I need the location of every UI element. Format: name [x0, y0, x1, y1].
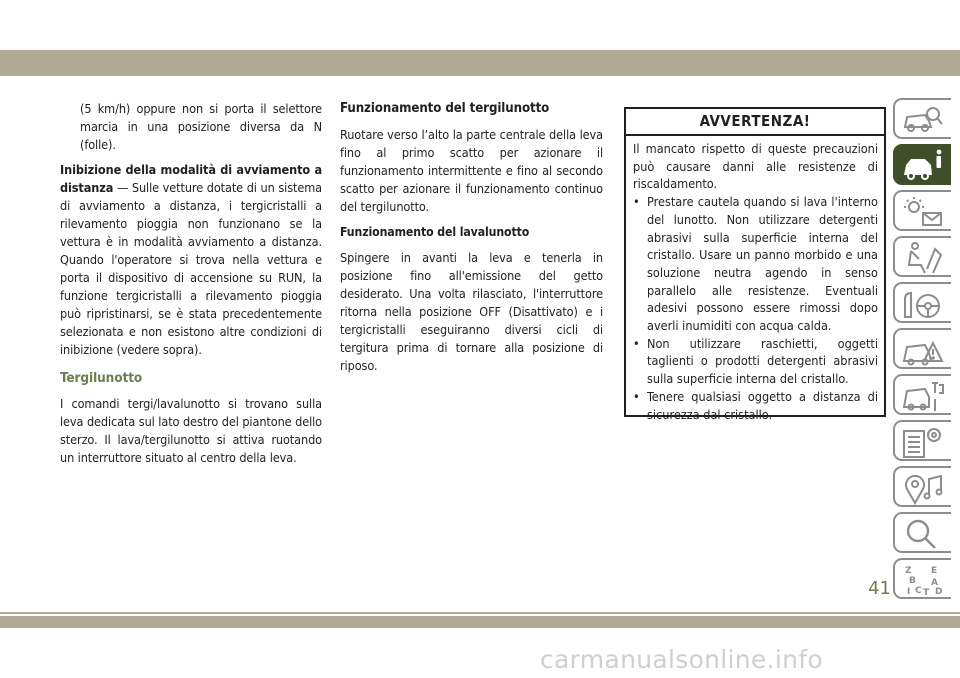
warning-intro: Il mancato rispetto di queste precauzioni può causare danni alle resistenze di riscaldamento.: [633, 141, 878, 192]
tab-car-info[interactable]: [893, 144, 951, 185]
index-search-icon: [901, 517, 945, 551]
heading-funzionamento-tergilunotto: Funzionamento del tergilunotto: [340, 101, 550, 116]
warning-bullet: • Non utilizzare raschietti, oggetti taglienti o prodotti detergenti abrasivi sulla superficie interna del cristallo.: [633, 335, 878, 388]
navigation-music-icon: [901, 471, 945, 505]
svg-text:E: E: [931, 566, 938, 576]
svg-text:I: I: [907, 587, 911, 597]
seat-airbag-icon: [901, 241, 945, 275]
warning-lights-message-icon: [901, 195, 945, 229]
svg-text:A: A: [931, 578, 938, 588]
bottom-band: [0, 616, 960, 628]
middle-column: [340, 100, 603, 382]
section-heading-tergilunotto: Tergilunotto: [60, 370, 143, 386]
tab-car-search[interactable]: [893, 98, 951, 139]
bottom-line: [0, 612, 960, 614]
svg-text:Z: Z: [905, 566, 912, 576]
tab-language[interactable]: [893, 558, 951, 599]
watermark: carmanualsonline.info: [540, 645, 823, 674]
svg-text:C: C: [915, 586, 922, 596]
car-info-icon: [901, 149, 945, 183]
lavalunotto-text: Spingere in avanti la leva e tenerla in posizione fino all'emissione del getto desiderato. Una volta rilasciato, l'interruttore ritorna nella posizione OFF (Disattivato) e i tergicristalli eseguiranno diversi cicli di tergitura prima di tornare alla posizione di riposo.: [340, 250, 603, 373]
section-text: I comandi tergi/lavalunotto si trovano sulla leva dedicata sul lato destro del piantone dello sterzo. Il lava/tergilunotto si attiva ruotando un interruttore situato al centro della leva.: [60, 396, 322, 465]
svg-text:T: T: [923, 588, 930, 597]
svg-text:B: B: [909, 576, 916, 586]
steering-wheel-fuel-icon: [901, 287, 945, 321]
inhibition-paragraph: [60, 161, 322, 359]
tab-car-tools[interactable]: [893, 374, 951, 415]
tab-steering-wheel[interactable]: [893, 282, 951, 323]
warning-box: [624, 107, 886, 422]
tab-warning-lights[interactable]: [893, 190, 951, 231]
continuation-text: (5 km/h) oppure non si porta il selettore marcia in una posizione diversa da N (folle).: [80, 101, 322, 152]
inhibition-text: — Sulle vetture dotate di un sistema di avviamento a distanza, i tergicristalli a rilevamento pioggia non funzionano se la vettura è in modalità avviamento a distanza. Quando l'operatore si trova nella vettura e porta il dispositivo di accensione su RUN, la funzione tergicristalli a rilevamento pioggia può ripristinarsi, se è stata precedentemente selezionata e non esistono altre condizioni di inibizione (vedere sopra).: [60, 180, 322, 357]
svg-text:D: D: [935, 587, 943, 597]
car-tools-icon: [901, 379, 945, 413]
inhibition-title: Inibizione della modalità di avviamento a distanza: [60, 162, 322, 195]
tab-seat-airbag[interactable]: [893, 236, 951, 277]
tab-index-search[interactable]: [893, 512, 951, 553]
warning-list: [633, 193, 878, 423]
left-column: [60, 100, 322, 474]
warning-bullet: • Prestare cautela quando si lava l'interno del lunotto. Non utilizzare detergenti abrasivi sulla superficie interna del cristallo. Usare un panno morbido e una soluzione neutra agendo in senso parallelo alle resistenze. Eventuali adesivi possono essere rimossi dopo averli inumiditi con acqua calda.: [633, 193, 878, 335]
tab-navigation-music[interactable]: [893, 466, 951, 507]
tab-car-hazard[interactable]: [893, 328, 951, 369]
top-band: [0, 50, 960, 76]
language-letters-icon: [901, 563, 945, 597]
warning-body: [626, 136, 884, 423]
tab-specifications[interactable]: [893, 420, 951, 461]
specifications-gear-icon: [901, 425, 945, 459]
subheading-lavalunotto: Funzionamento del lavalunotto: [340, 225, 530, 239]
chapter-tabs: [893, 98, 951, 604]
car-search-icon: [901, 103, 945, 137]
car-hazard-icon: [901, 333, 945, 367]
warning-title: AVVERTENZA!: [626, 109, 884, 136]
tergilunotto-text: Ruotare verso l’alto la parte centrale della leva fino al primo scatto per azionare il funzionamento intermittente e fino al secondo scatto per azionare il funzionamento continuo del tergilunotto.: [340, 127, 603, 214]
page-number: 41: [868, 578, 891, 599]
warning-bullet: • Tenere qualsiasi oggetto a distanza di sicurezza dal cristallo.: [633, 388, 878, 423]
